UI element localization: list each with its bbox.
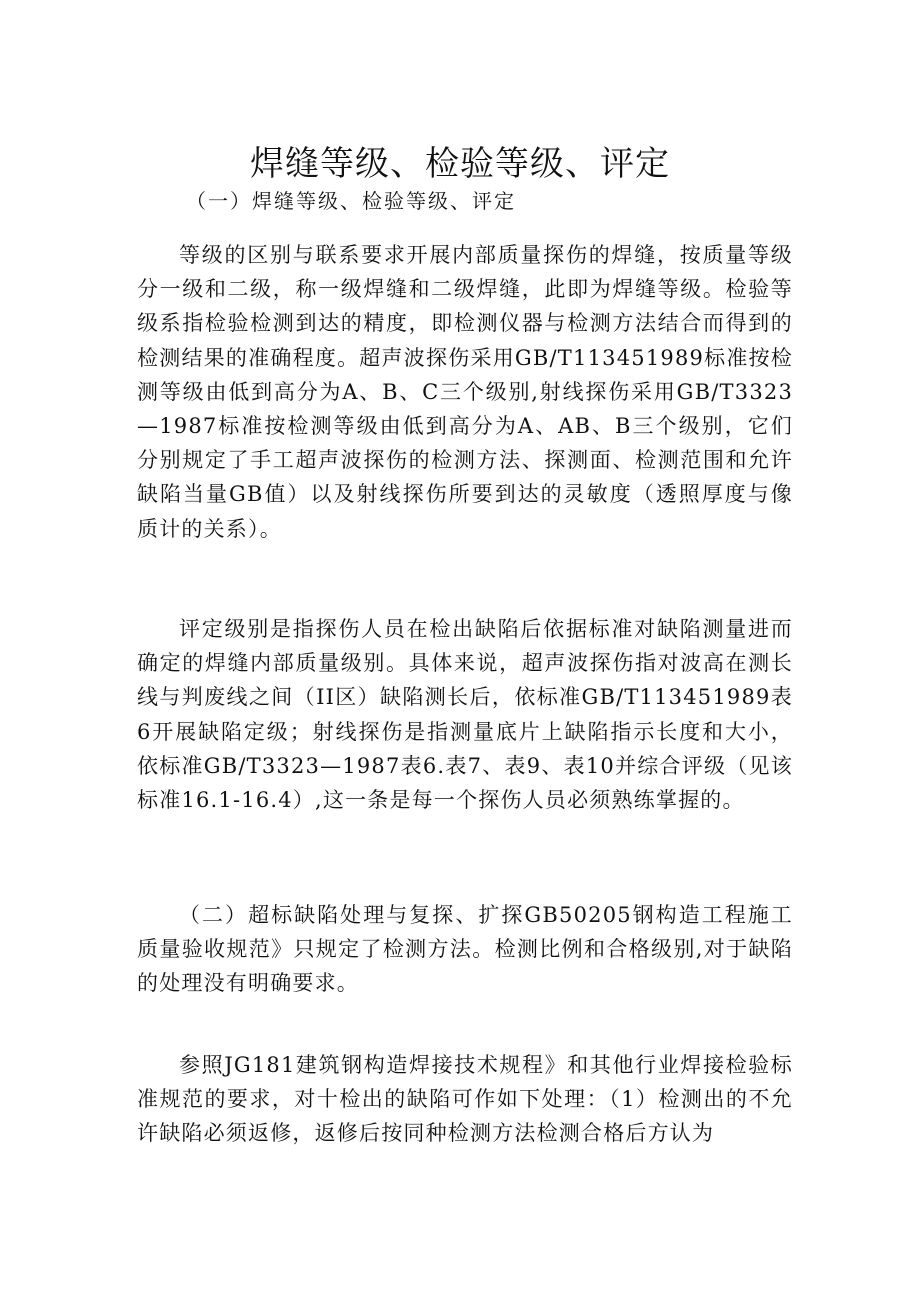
page-title: 焊缝等级、检验等级、评定: [250, 143, 670, 184]
paragraph-reference-standards: 参照JG181建筑钢构造焊接技术规程》和其他行业焊接检验标准规范的要求，对十检出的缺陷可作如下处理：（1）检测出的不允许缺陷必须返修，返修后按同种检测方法检测合格后方认为: [137, 1053, 793, 1146]
paragraph-defect-handling: （二）超标缺陷处理与复探、扩探GB50205钢构造工程施工质量验收规范》只规定了检测方法。检测比例和合格级别,对于缺陷的处理没有明确要求。: [137, 903, 793, 996]
section-heading: （一）焊缝等级、检验等级、评定: [186, 189, 516, 213]
paragraph-evaluation-levels: 评定级别是指探伤人员在检出缺陷后依据标准对缺陷测量进而确定的焊缝内部质量级别。具体来说，超声波探伤指对波高在测长线与判废线之间（II区）缺陷测长后，依标准GB/T113451989表6开展缺陷定级；射线探伤是指测量底片上缺陷指示长度和大小，依标准GB/T3323—1987表6.表7、表9、表10并综合评级（见该标准16.1-16.4）,这一条是每一个探伤人员必须熟练掌握的。: [137, 617, 793, 813]
paragraph-weld-grades: 等级的区别与联系要求开展内部质量探伤的焊缝，按质量等级分一级和二级，称一级焊缝和二级焊缝，此即为焊缝等级。检验等级系指检验检测到达的精度，即检测仪器与检测方法结合而得到的检测结果的准确程度。超声波探伤采用GB/T113451989标准按检测等级由低到高分为A、B、C三个级别,射线探伤采用GB/T3323—1987标准按检测等级由低到高分为A、AB、B三个级别，它们分别规定了手工超声波探伤的检测方法、探测面、检测范围和允许缺陷当量GB值）以及射线探伤所要到达的灵敏度（透照厚度与像质计的关系）。: [137, 243, 793, 541]
